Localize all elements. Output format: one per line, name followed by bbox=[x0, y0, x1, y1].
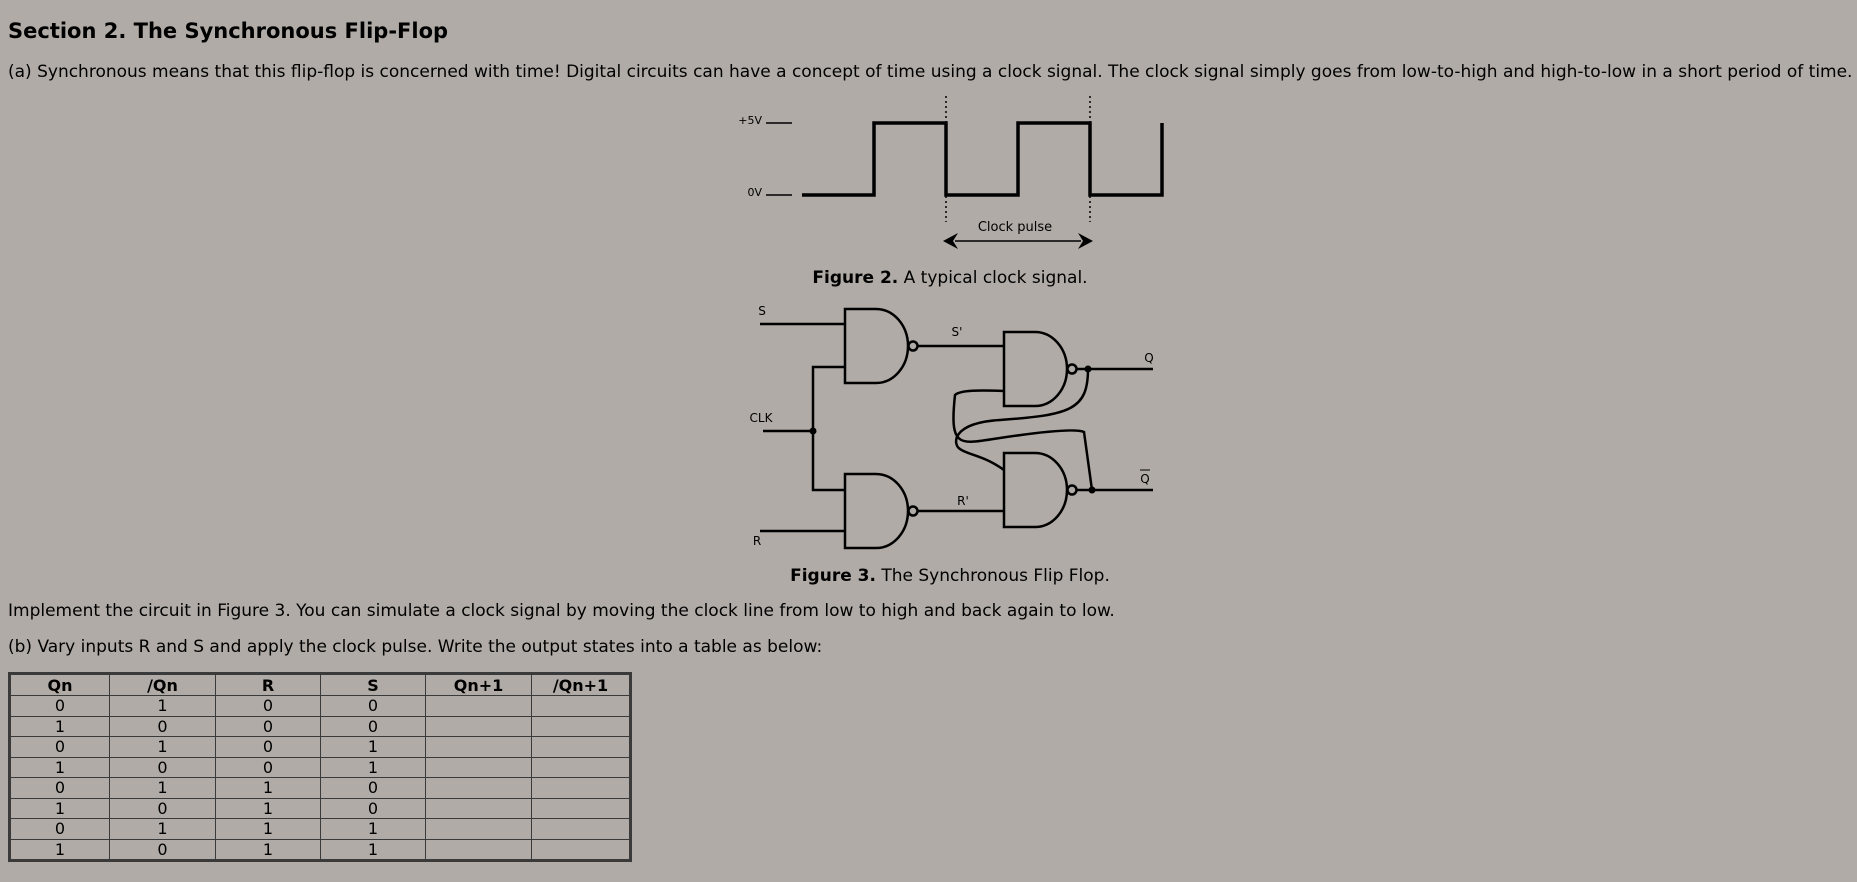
table-header-cell: /Qn bbox=[110, 674, 216, 696]
table-cell: 0 bbox=[110, 839, 216, 861]
table-cell bbox=[532, 819, 631, 840]
table-cell bbox=[426, 696, 532, 717]
label-r: R bbox=[752, 534, 762, 548]
table-header-row bbox=[10, 674, 631, 696]
table-cell bbox=[426, 757, 532, 778]
paragraph-implement: Implement the circuit in Figure 3. You can simulate a clock signal by moving the clock line from low to high and back again to low. bbox=[8, 601, 1115, 621]
table-header-cell: Qn bbox=[10, 674, 110, 696]
figure-2-caption-label: Figure 2. bbox=[812, 268, 899, 288]
table-cell: 1 bbox=[216, 798, 321, 819]
table-cell: 1 bbox=[110, 778, 216, 799]
label-clock-pulse: Clock pulse bbox=[977, 220, 1053, 235]
table-cell: 0 bbox=[321, 798, 426, 819]
clock-waveform bbox=[802, 123, 1162, 195]
label-high: +5V bbox=[738, 114, 762, 127]
table-header-cell: S bbox=[321, 674, 426, 696]
table-cell: 0 bbox=[110, 757, 216, 778]
table-cell: 1 bbox=[216, 839, 321, 861]
figure-3-caption-text: The Synchronous Flip Flop. bbox=[875, 566, 1110, 586]
table-header-cell: R bbox=[216, 674, 321, 696]
table-cell bbox=[426, 819, 532, 840]
nand-bubble-qbar bbox=[1068, 486, 1077, 495]
table-cell: 1 bbox=[321, 819, 426, 840]
truth-table bbox=[8, 672, 632, 862]
figure-3-circuit bbox=[760, 309, 1153, 548]
table-cell: 1 bbox=[321, 757, 426, 778]
table-cell bbox=[426, 716, 532, 737]
figure-3-caption bbox=[770, 566, 1130, 586]
table-header-cell: Qn+1 bbox=[426, 674, 532, 696]
table-row bbox=[10, 798, 631, 819]
table-row bbox=[10, 716, 631, 737]
nand-gate-s bbox=[845, 309, 908, 383]
label-r-prime: R' bbox=[957, 494, 969, 508]
label-q-bar: Q bbox=[1140, 472, 1150, 486]
table-cell: 1 bbox=[321, 737, 426, 758]
table-cell: 1 bbox=[110, 737, 216, 758]
table-cell: 1 bbox=[216, 778, 321, 799]
table-cell: 0 bbox=[321, 778, 426, 799]
nand-gate-qbar bbox=[1004, 453, 1067, 527]
nand-bubble-q bbox=[1068, 365, 1077, 374]
wire-clk-branch bbox=[813, 367, 845, 490]
table-cell: 1 bbox=[216, 819, 321, 840]
table-cell: 1 bbox=[110, 696, 216, 717]
table-cell: 1 bbox=[10, 757, 110, 778]
table-cell bbox=[426, 798, 532, 819]
table-row bbox=[10, 819, 631, 840]
table-cell: 0 bbox=[10, 819, 110, 840]
table-cell bbox=[532, 737, 631, 758]
figure-3-caption-label: Figure 3. bbox=[790, 566, 876, 586]
table-cell: 0 bbox=[216, 696, 321, 717]
table-row bbox=[10, 757, 631, 778]
nand-bubble-s bbox=[909, 342, 918, 351]
table-cell bbox=[426, 839, 532, 861]
table-row bbox=[10, 737, 631, 758]
junction-q bbox=[1085, 366, 1092, 373]
figure-2-caption-text: A typical clock signal. bbox=[898, 268, 1088, 288]
label-s-prime: S' bbox=[951, 325, 963, 339]
label-s: S bbox=[758, 304, 766, 318]
table-cell: 0 bbox=[10, 737, 110, 758]
junction-clk bbox=[810, 428, 817, 435]
wire-feedback-q bbox=[956, 369, 1088, 470]
table-cell bbox=[532, 757, 631, 778]
section-title: Section 2. The Synchronous Flip-Flop bbox=[8, 19, 449, 43]
table-cell: 0 bbox=[110, 716, 216, 737]
table-cell: 0 bbox=[216, 716, 321, 737]
table-cell bbox=[532, 716, 631, 737]
table-row bbox=[10, 696, 631, 717]
table-cell: 0 bbox=[321, 696, 426, 717]
table-cell: 1 bbox=[10, 839, 110, 861]
table-cell: 0 bbox=[10, 696, 110, 717]
table-cell: 1 bbox=[321, 839, 426, 861]
table-row bbox=[10, 839, 631, 861]
table-cell: 1 bbox=[10, 716, 110, 737]
junction-qbar bbox=[1089, 487, 1096, 494]
table-cell bbox=[532, 798, 631, 819]
table-cell: 1 bbox=[10, 798, 110, 819]
table-header-cell: /Qn+1 bbox=[532, 674, 631, 696]
label-clk: CLK bbox=[749, 411, 773, 425]
paragraph-b: (b) Vary inputs R and S and apply the clock pulse. Write the output states into a table as below: bbox=[8, 637, 823, 657]
nand-gate-q bbox=[1004, 332, 1067, 406]
table-cell bbox=[532, 778, 631, 799]
paragraph-a: (a) Synchronous means that this flip-flop is concerned with time! Digital circuits can have a concept of time using a clock signal. The clock signal simply goes from low-to-high and high-to-low in a short period of time. bbox=[8, 62, 1853, 82]
figure-2-caption bbox=[800, 268, 1100, 288]
table-cell: 0 bbox=[216, 757, 321, 778]
table-cell: 0 bbox=[110, 798, 216, 819]
label-low: 0V bbox=[747, 186, 762, 199]
nand-bubble-r bbox=[909, 507, 918, 516]
nand-gate-r bbox=[845, 474, 908, 548]
table-cell: 0 bbox=[216, 737, 321, 758]
label-q: Q bbox=[1144, 351, 1154, 365]
table-cell bbox=[532, 696, 631, 717]
table-cell: 0 bbox=[10, 778, 110, 799]
table-cell: 0 bbox=[321, 716, 426, 737]
table-row bbox=[10, 778, 631, 799]
table-cell bbox=[532, 839, 631, 861]
table-cell bbox=[426, 737, 532, 758]
table-cell bbox=[426, 778, 532, 799]
table-cell: 1 bbox=[110, 819, 216, 840]
